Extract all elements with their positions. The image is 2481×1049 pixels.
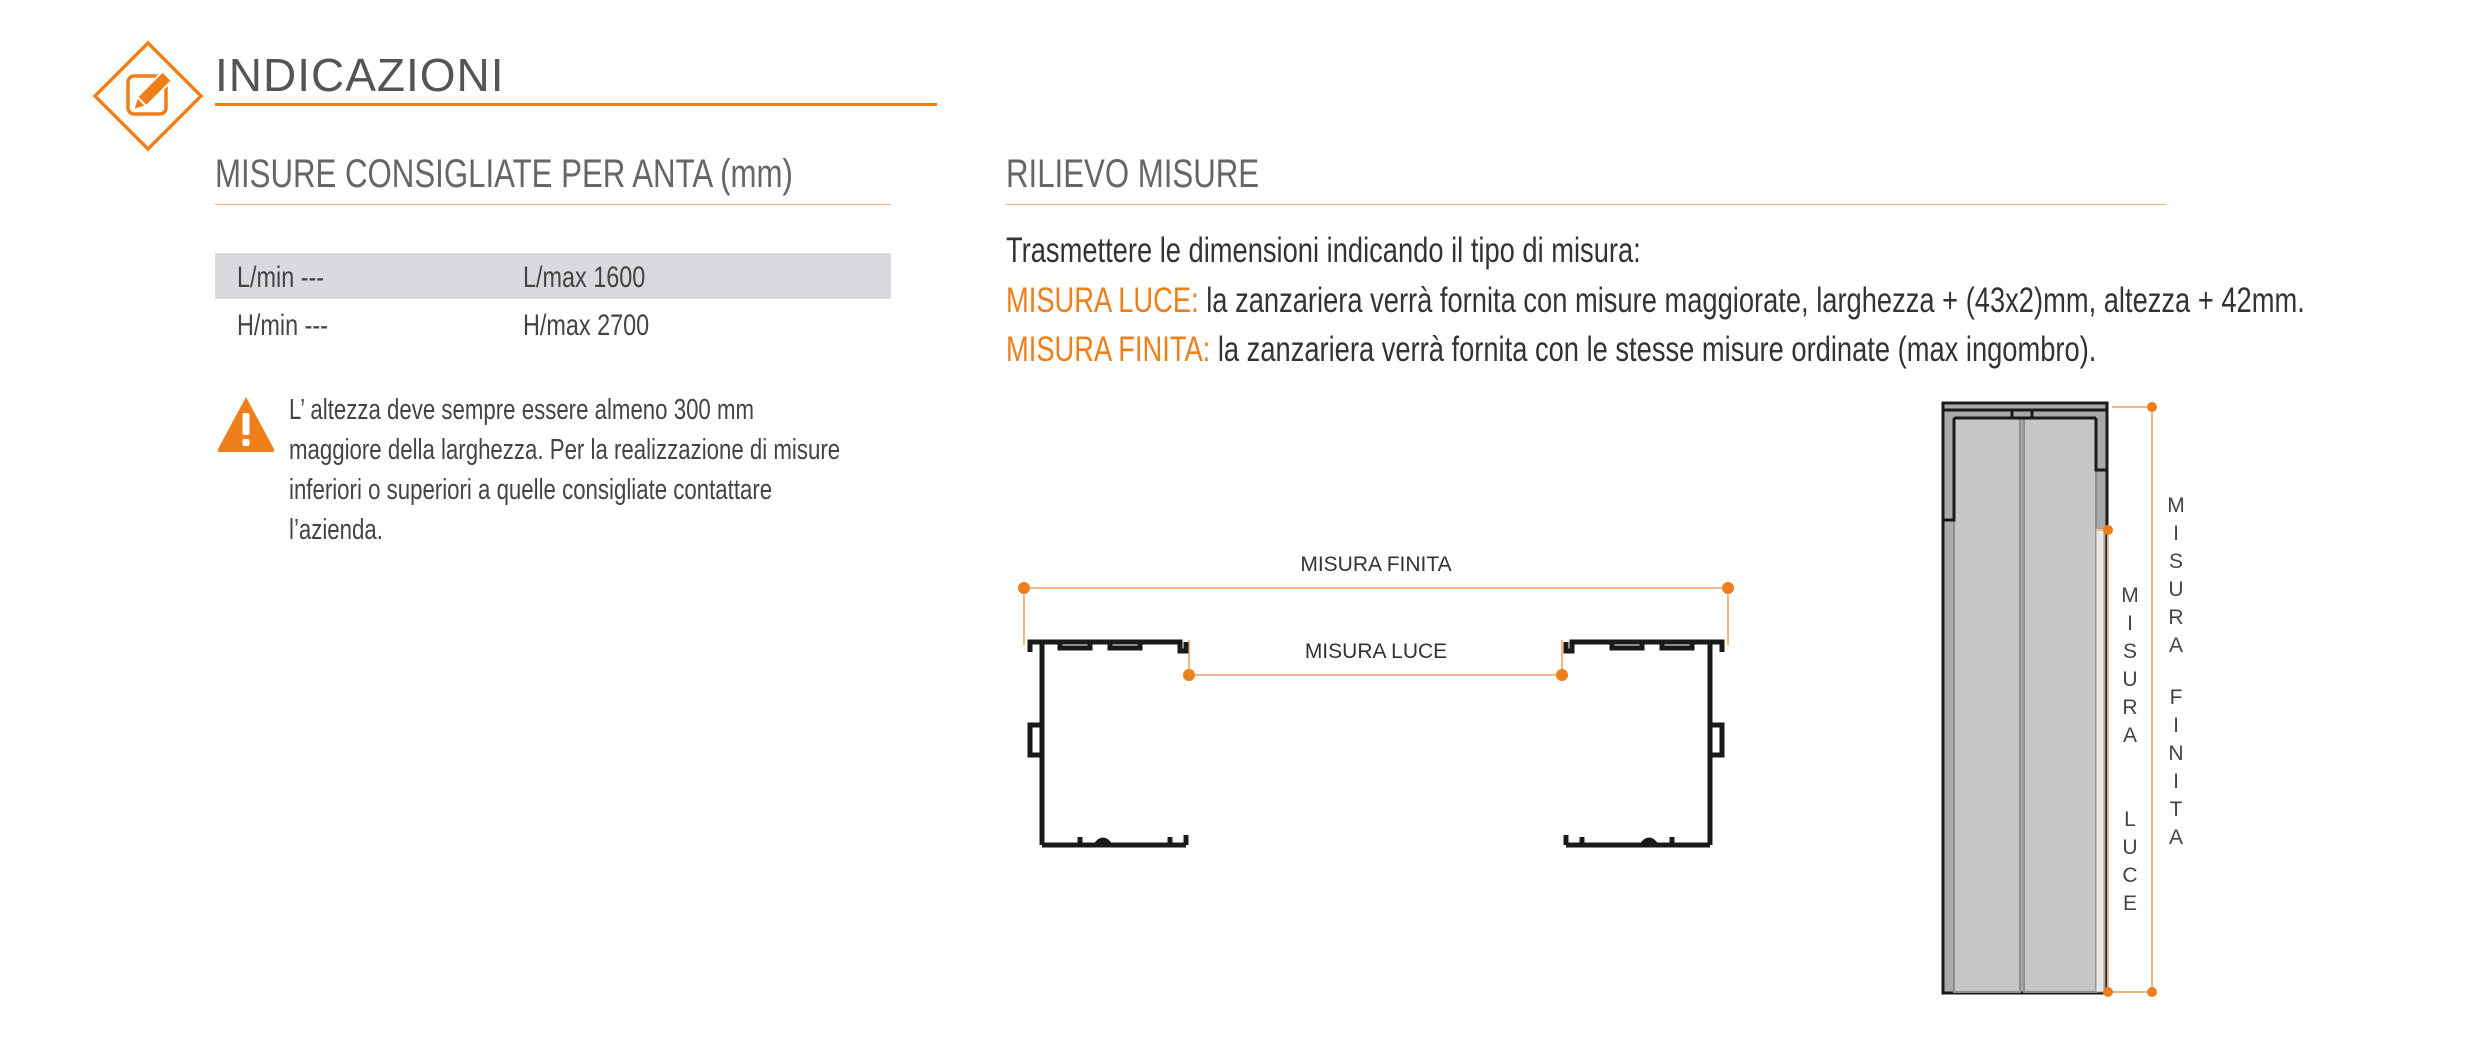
warning-line: l’azienda. [289,514,383,546]
vertical-finita-letter: F [2169,686,2183,709]
left-panel [1954,418,2020,992]
vertical-luce-letter: S [2122,640,2138,663]
section-divider [215,204,891,205]
measurement-survey-title: RILIEVO MISURE [1006,152,1260,196]
vertical-finita-letter: I [2173,770,2179,793]
vertical-luce-letter: E [2122,892,2138,915]
vertical-luce-letter: R [2122,696,2138,719]
vertical-finita-letter: N [2168,742,2184,765]
warning-line: maggiore della larghezza. Per la realizzazione di misure [289,434,841,466]
vertical-luce-letter: I [2127,612,2133,635]
luce-diagram-label: MISURA LUCE [1304,640,1448,663]
recommended-sizes-title: MISURE CONSIGLIATE PER ANTA (mm) [215,152,793,196]
finita-label: MISURA FINITA: [1006,330,1211,369]
finita-description [1006,330,2096,370]
width-max-value: L/max 1600 [523,261,646,294]
plan-view-diagram [1000,545,1760,880]
right-profile-section [1566,642,1722,845]
finita-text: la zanzariera verrà fornita con le stesse misure ordinate (max ingombro). [1210,330,2097,369]
luce-description [1006,281,2305,321]
luce-text: la zanzariera verrà fornita con misure maggiorate, larghezza + (43x2)mm, altezza + 42mm. [1198,281,2305,320]
vertical-luce-letter: U [2122,836,2138,859]
left-profile-section [1030,642,1186,845]
vertical-finita-letter: T [2169,798,2183,821]
page-title: INDICAZIONI [215,49,505,101]
vertical-luce-letter: L [2124,808,2136,831]
height-min-value: H/min --- [237,309,328,342]
table-row [215,253,891,299]
warning-line: L’ altezza deve sempre essere almeno 300 mm [289,394,755,426]
vertical-finita-letter: U [2168,578,2184,601]
intro-text: Trasmettere le dimensioni indicando il tipo di misura: [1006,231,1641,270]
vertical-luce-letter: A [2122,724,2138,747]
luce-label: MISURA LUCE: [1006,281,1199,320]
vertical-luce-letter: M [2121,584,2139,607]
vertical-finita-letter: A [2168,634,2184,657]
finita-diagram-label: MISURA FINITA [1300,553,1452,576]
title-underline [215,103,937,106]
section-divider [1006,204,2166,205]
vertical-finita-letter: I [2173,522,2179,545]
vertical-finita-letter: R [2168,606,2184,629]
elevation-view-diagram [1940,400,2225,1000]
vertical-luce-letter: C [2122,864,2138,887]
right-panel [2024,418,2096,992]
vertical-luce-letter: U [2122,668,2138,691]
pencil-edit-icon [92,40,204,152]
height-max-value: H/max 2700 [523,309,650,342]
warning-line: inferiori o superiori a quelle consigliate contattare [289,474,773,506]
warning-text [289,390,909,550]
warning-triangle-icon [215,393,277,455]
vertical-finita-letter: A [2168,826,2184,849]
width-min-value: L/min --- [237,261,325,294]
vertical-finita-letter: I [2173,714,2179,737]
table-row [215,301,891,347]
vertical-finita-letter: S [2168,550,2184,573]
vertical-finita-letter: M [2167,494,2185,517]
